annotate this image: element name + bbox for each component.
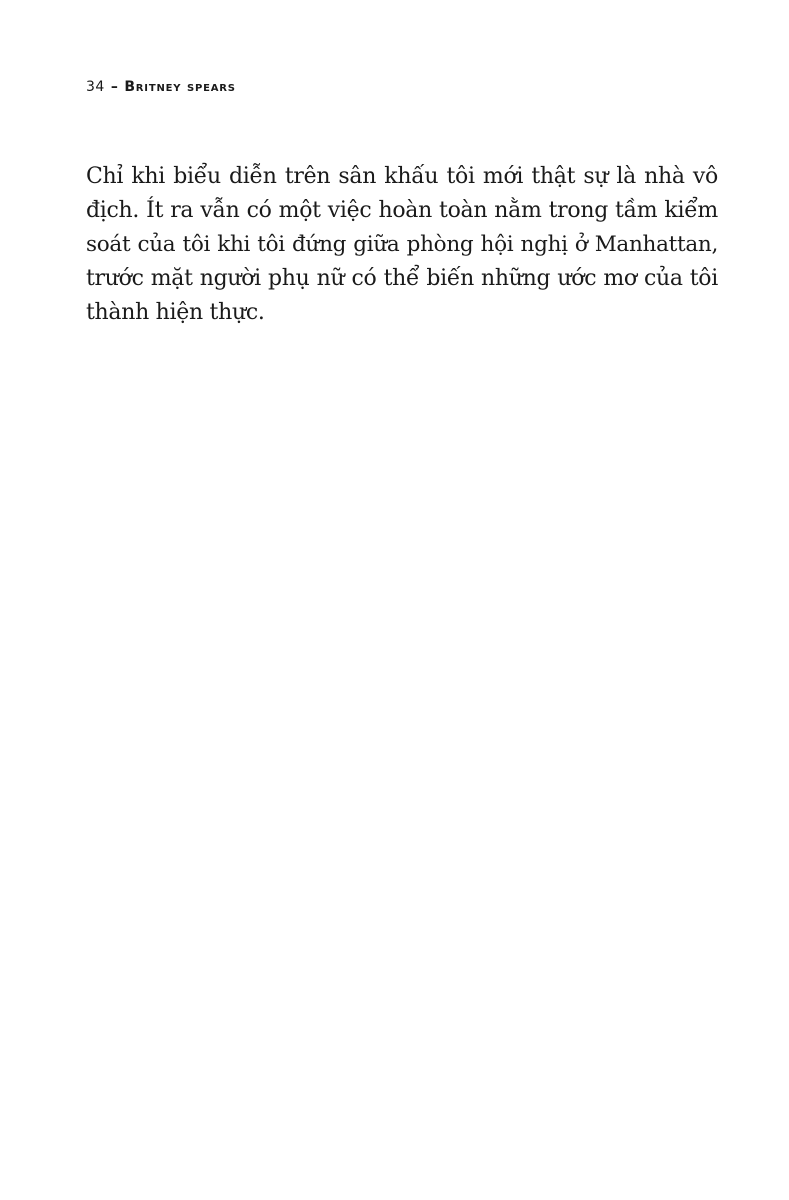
- body-paragraph: [86, 160, 718, 330]
- book-title: Britney spears: [124, 79, 236, 95]
- body-line: thành hiện thực.: [86, 300, 265, 325]
- body-line: trước mặt người phụ nữ có thể biến những ước mơ của tôi: [86, 266, 718, 291]
- running-header: [86, 76, 236, 98]
- body-line: soát của tôi khi tôi đứng giữa phòng hội nghị ở Manhattan,: [86, 232, 718, 257]
- body-line: địch. Ít ra vẫn có một việc hoàn toàn nằm trong tầm kiểm: [86, 198, 718, 223]
- body-line: Chỉ khi biểu diễn trên sân khấu tôi mới thật sự là nhà vô: [86, 164, 718, 189]
- header-separator: –: [110, 79, 119, 95]
- page-number: 34: [86, 79, 105, 95]
